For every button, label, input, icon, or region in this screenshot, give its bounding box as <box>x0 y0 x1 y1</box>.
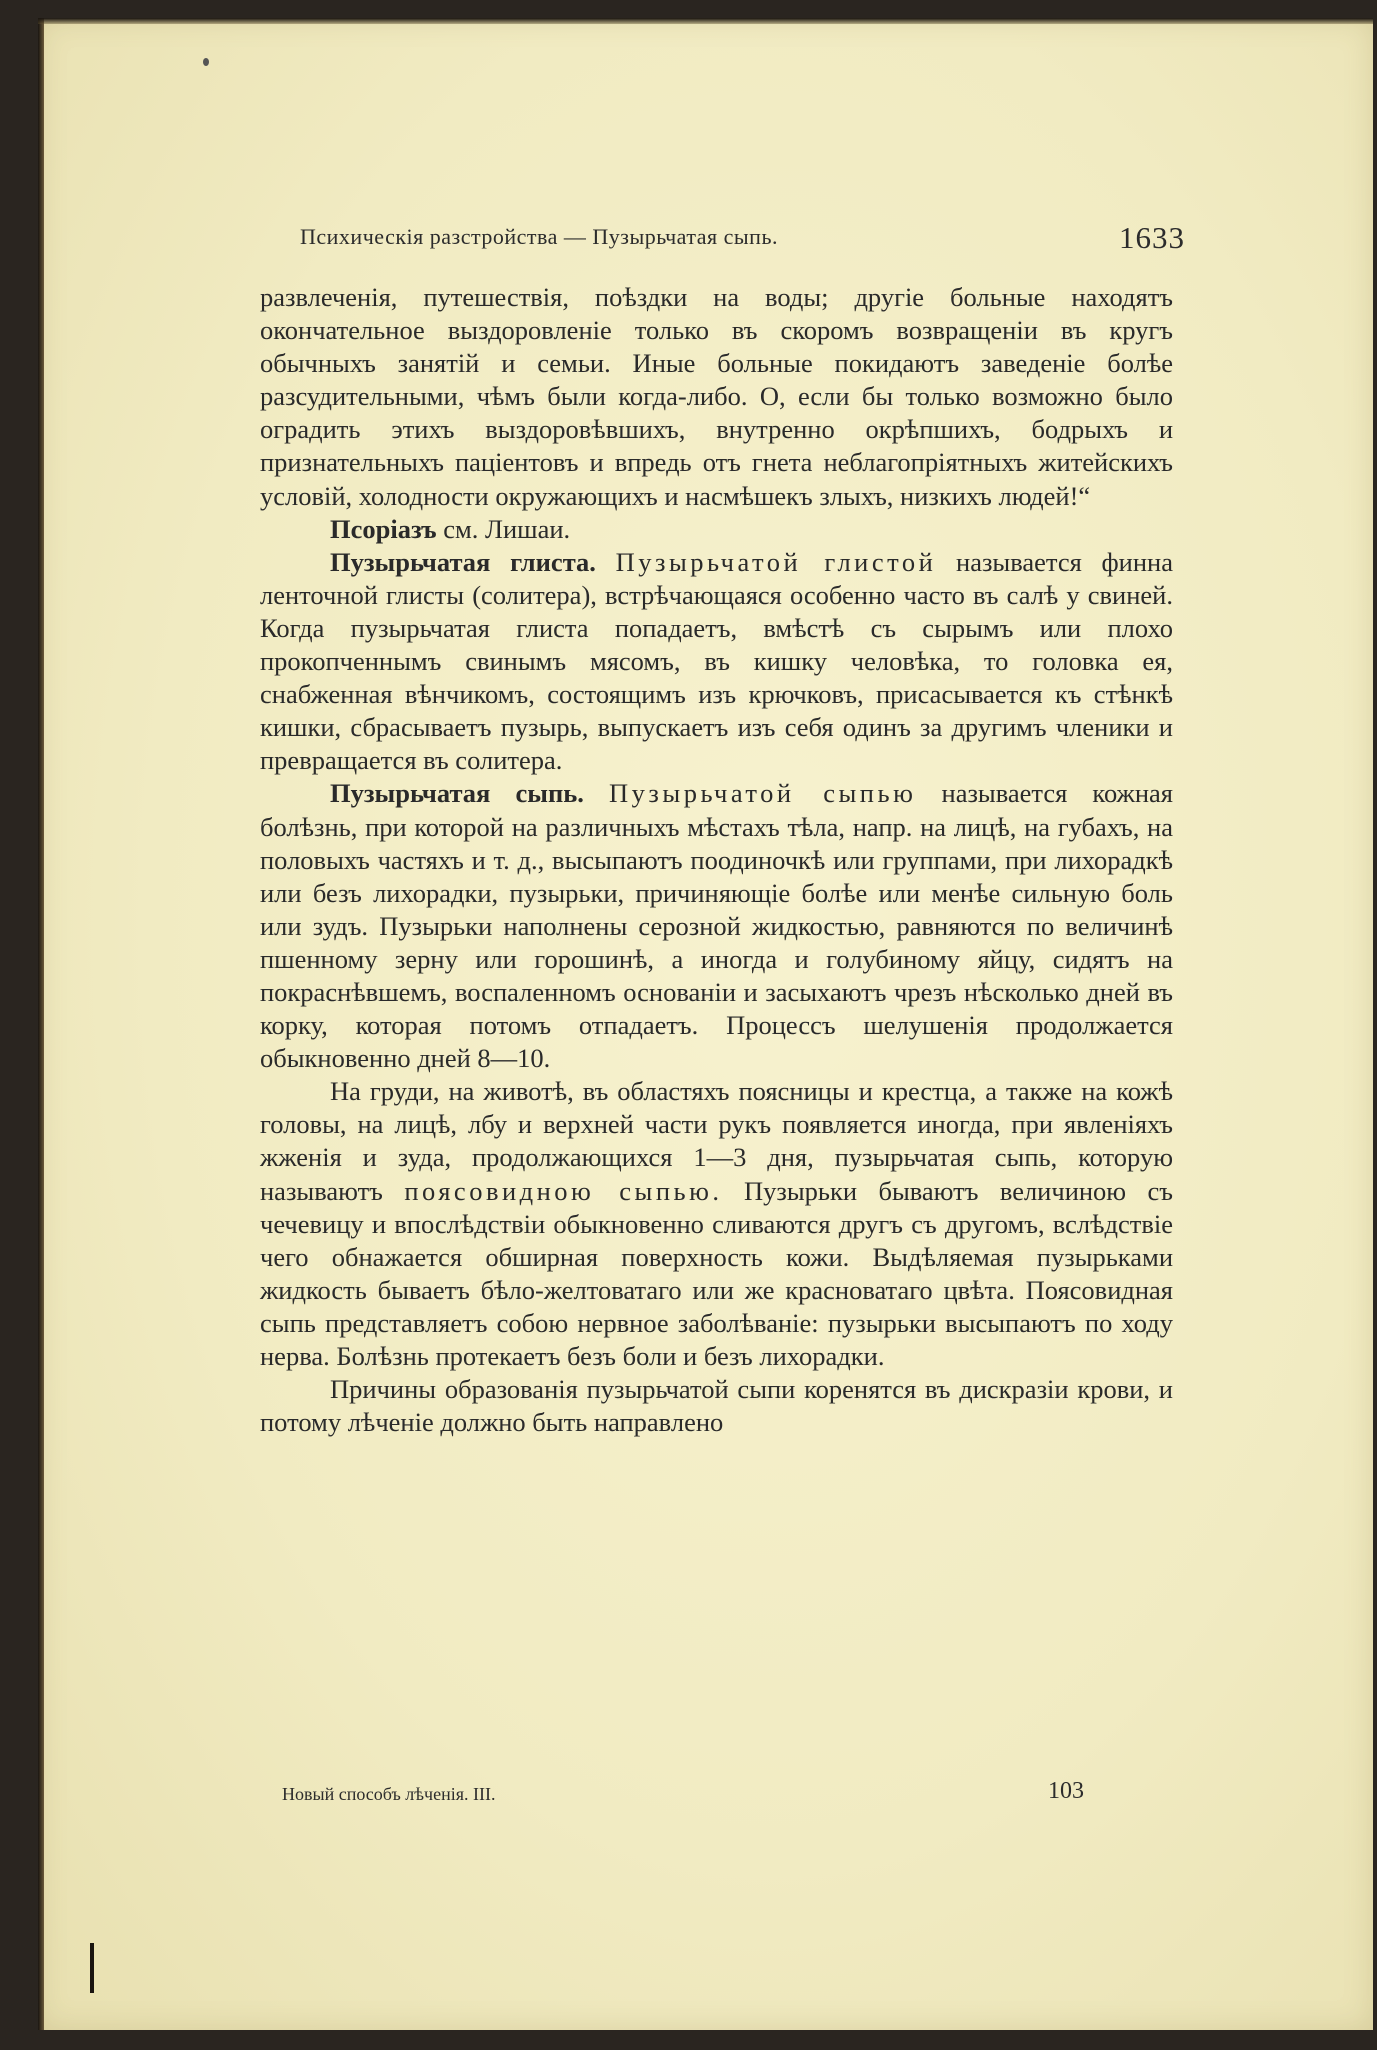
entry-heading: Пузырьчатая глиста. <box>330 546 596 577</box>
entry-bladder-worm <box>260 546 1173 778</box>
entry-heading: Псоріазъ <box>330 513 437 544</box>
entry-text: называется кожная болѣзнь, при которой на различныхъ мѣстахъ тѣла, напр. на лицѣ, на губахъ, на половыхъ частяхъ и т. д., высыпаютъ поодиночкѣ или группами, при лихорадкѣ или безъ лихорадки, пузырьки, причиняющіе болѣе или менѣе сильную боль или зудъ. Пузырьки наполнены серозной жидкостью, равняются по величинѣ пшенному зерну или горошинѣ, а иногда и голубиному яйцу, сидятъ на покраснѣвшемъ, воспаленномъ основаніи и засыхаютъ чрезъ нѣсколько дней въ корку, которая потомъ отпадаетъ. Процессъ шелушенія продолжается обыкновенно дней 8—10. <box>260 778 1173 1074</box>
entry-vesicular-rash <box>260 777 1173 1075</box>
entry-text: называется финна ленточной глисты (солитера), встрѣчающаяся особенно часто въ салѣ у свиней. Когда пузырьчатая глиста попадаетъ, вмѣстѣ съ сырымъ или плохо прокопченнымъ свинымъ мясомъ, въ кишку человѣка, то головка ея, снабженная вѣнчикомъ, состоящимъ изъ крючковъ, присасывается къ стѣнкѣ кишки, сбрасываетъ пузырь, выпускаетъ изъ себя одинъ за другимъ членики и превращается въ солитера. <box>260 546 1173 776</box>
paragraph-causes: Причины образованія пузырьчатой сыпи коренятся въ дискразіи крови, и потому лѣченіе должно быть направлено <box>260 1374 1173 1438</box>
spaced-term: Пузырьчатой сыпью <box>609 778 917 809</box>
running-head-title: Психическія разстройства — Пузырьчатая сыпь. <box>300 224 778 249</box>
page-number: 1633 <box>1119 220 1185 255</box>
body-text <box>260 281 1173 1439</box>
entry-heading: Пузырьчатая сыпь. <box>330 778 584 809</box>
binding-mark <box>90 1943 94 1993</box>
spaced-term: Пузырьчатой глистой <box>615 546 937 577</box>
page-footer <box>260 1776 1173 1812</box>
running-head <box>300 220 1185 260</box>
entry-text: см. Лишаи. <box>436 513 571 544</box>
paragraph-shingles <box>260 1075 1173 1373</box>
paragraph-text: Пузырьки бываютъ величиною съ чечевицу и впослѣдствіи обыкновенно сливаются другъ съ другомъ, вслѣдствіе чего обнажается обширная поверхность кожи. Выдѣляемая пузырьками жидкость бываетъ бѣло-желтоватаго или же красноватаго цвѣта. Поясовидная сыпь представляетъ собою нервное заболѣваніе: пузырьки высыпаютъ по ходу нерва. Болѣзнь протекаетъ безъ боли и безъ лихорадки. <box>260 1175 1174 1371</box>
paragraph-continuation: развлеченія, путешествія, поѣздки на воды; другіе больные находятъ окончательное выздоровленіе только въ скоромъ возвращеніи въ кругъ обычныхъ занятій и семьи. Иные больные покидаютъ заведеніе болѣе разсудительными, чѣмъ были когда-либо. О, если бы только возможно было оградить этихъ выздоровѣвшихъ, внутренно окрѣпшихъ, бодрыхъ и признательныхъ паціентовъ и впредь отъ гнета неблагопріятныхъ житейскихъ условій, холодности окружающихъ и насмѣшекъ злыхъ, низкихъ людей!“ <box>260 282 1173 511</box>
book-page <box>38 18 1373 2030</box>
page-edge-top <box>38 18 1373 24</box>
entry-psoriasis <box>260 513 1173 546</box>
page-edge-left <box>38 18 44 2030</box>
signature-mark: Новый способъ лѣченія. III. <box>282 1784 496 1804</box>
paragraph-text: На груди, на животѣ, въ областяхъ поясницы и крестца, а также на кожѣ головы, на лицѣ, лбу и верхней части рукъ появляется иногда, при явленіяхъ жженія и зуда, продолжающихся 1—3 дня, пузырьчатая сыпь, которую называютъ <box>260 1076 1173 1206</box>
ink-spot <box>203 58 209 66</box>
spaced-term: поясовидною сыпью. <box>404 1175 723 1206</box>
signature-number: 103 <box>1048 1778 1084 1804</box>
